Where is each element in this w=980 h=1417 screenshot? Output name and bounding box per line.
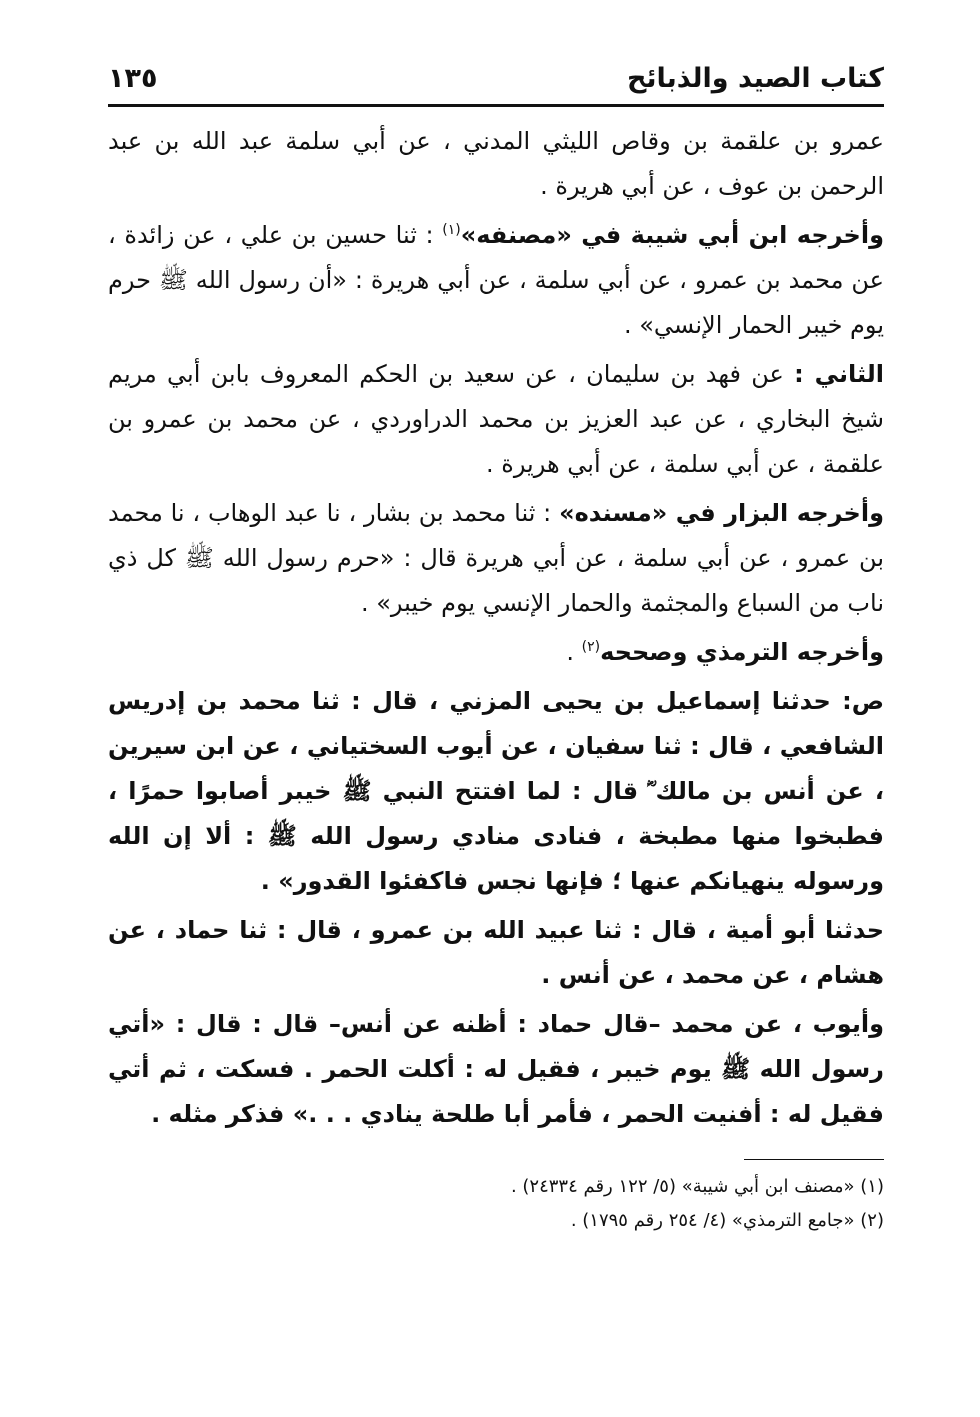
paragraph-text: حدثنا أبو أمية ، قال : ثنا عبيد الله بن عمرو ، قال : ثنا حماد ، عن هشام ، عن محمد ، عن أنس . xyxy=(108,916,884,989)
paragraph-text: وأيوب ، عن محمد –قال حماد : أظنه عن أنس– قال : قال : «أتي رسول الله ﷺ يوم خيبر ، فقيل له : أكلت الحمر . فسكت ، ثم أتي فقيل له : أفنيت الحمر ، فأمر أبا طلحة ينادي . . .» فذكر مثله . xyxy=(108,1010,884,1128)
paragraph xyxy=(108,352,884,487)
footnote-ref: (٢) xyxy=(581,639,601,655)
page-number: ١٣٥ xyxy=(108,62,158,94)
paragraph-text: : ثنا محمد بن بشار ، نا عبد الوهاب ، نا محمد بن عمرو ، عن أبي سلمة ، عن أبي هريرة قال : «حرم رسول الله ﷺ كل ذي ناب من السباع والمجثمة والحمار الإنسي يوم خيبر» . xyxy=(108,499,884,617)
footnote-ref: (١) xyxy=(442,222,461,238)
paragraph-text: : ثنا حسين بن علي ، عن زائدة ، عن محمد بن عمرو ، عن أبي سلمة ، عن أبي هريرة : «أن رسول الله ﷺ حرم يوم خيبر الحمار الإنسي» . xyxy=(108,221,884,339)
paragraph-lead: وأخرجه البزار في «مسنده» xyxy=(559,499,884,527)
paragraph-lead: وأخرجه الترمذي وصححه xyxy=(600,638,884,666)
book-page xyxy=(108,52,884,1238)
footnote: (٢) «جامع الترمذي» (٤/ ٢٥٤ رقم ١٧٩٥) . xyxy=(570,1210,884,1231)
paragraph xyxy=(108,119,884,209)
footnote: (١) «مصنف ابن أبي شيبة» (٥/ ١٢٢ رقم ٢٤٣٣٤) . xyxy=(510,1176,884,1197)
paragraph-text: . xyxy=(566,638,582,666)
paragraph-lead: الثاني : xyxy=(794,360,885,388)
hadith-paragraph xyxy=(108,908,884,998)
paragraph-text: عن فهد بن سليمان ، عن سعيد بن الحكم المعروف بابن أبي مريم شيخ البخاري ، عن عبد العزيز بن محمد الدراوردي ، عن محمد بن عمرو بن علقمة ، عن أبي سلمة ، عن أبي هريرة . xyxy=(108,360,884,478)
paragraph xyxy=(108,630,884,675)
paragraph-lead: وأخرجه ابن أبي شيبة في «مصنفه» xyxy=(460,221,884,249)
hadith-paragraph xyxy=(108,1002,884,1137)
paragraph-text: عمرو بن علقمة بن وقاص الليثي المدني ، عن أبي سلمة عبد الله بن عبد الرحمن بن عوف ، عن أبي هريرة . xyxy=(108,127,884,200)
chapter-title: كتاب الصيد والذبائح xyxy=(626,62,884,94)
paragraph-text: ص: حدثنا إسماعيل بن يحيى المزني ، قال : ثنا محمد بن إدريس الشافعي ، قال : ثنا سفيان ، عن أيوب السختياني ، عن ابن سيرين ، عن أنس بن مالك ؓ قال : لما افتتح النبي ﷺ خيبر أصابوا حمرًا ، فطبخوا منها مطبخة ، فنادى منادي رسول الله ﷺ : ألا إن الله ورسوله ينهيانكم عنها ؛ فإنها نجس فاكفئوا القدور» . xyxy=(108,687,884,895)
paragraph xyxy=(108,213,884,348)
footnote-separator xyxy=(744,1159,884,1160)
hadith-paragraph xyxy=(108,679,884,904)
page-body xyxy=(108,119,884,1238)
paragraph xyxy=(108,491,884,626)
page-header xyxy=(108,52,884,107)
